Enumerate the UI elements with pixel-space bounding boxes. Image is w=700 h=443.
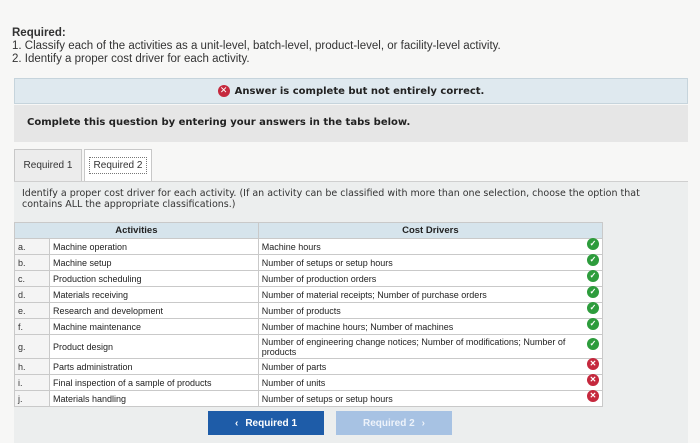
activity-cell[interactable]: Machine setup [49, 255, 258, 271]
next-button-label: Required 2 [362, 417, 415, 429]
x-circle-icon: ✕ [587, 390, 599, 402]
row-letter: f. [15, 319, 50, 335]
table-row [15, 303, 603, 319]
activity-cell[interactable]: Final inspection of a sample of products [49, 375, 258, 391]
table-row [15, 391, 603, 407]
x-circle-icon: ✕ [218, 85, 230, 97]
x-circle-icon: ✕ [587, 358, 599, 370]
instruction-text: Complete this question by entering your answers in the tabs below. [27, 117, 411, 128]
question-text: Identify a proper cost driver for each activity. (If an activity can be classified with more than one selection, choose the option that contains ALL the appropriate classifications.) [22, 188, 640, 210]
check-circle-icon: ✓ [587, 270, 599, 282]
activity-cell[interactable]: Materials receiving [49, 287, 258, 303]
tab-required-1[interactable]: Required 1 [14, 149, 82, 181]
next-button[interactable] [336, 411, 452, 435]
table-row [15, 335, 603, 359]
tab-bar [14, 149, 152, 181]
prev-button[interactable] [208, 411, 324, 435]
driver-cell[interactable]: Number of engineering change notices; Number of modifications; Number of products [258, 335, 602, 359]
x-circle-icon: ✕ [587, 374, 599, 386]
table-row [15, 255, 603, 271]
driver-cell[interactable]: Number of setups or setup hours [258, 255, 602, 271]
driver-cell[interactable]: Number of machine hours; Number of machines [258, 319, 602, 335]
cost-driver-table [14, 222, 603, 407]
banner-text: Answer is complete but not entirely correct. [234, 85, 485, 97]
chevron-right-icon: › [421, 417, 426, 429]
driver-cell[interactable]: Number of products [258, 303, 602, 319]
table-row [15, 359, 603, 375]
header-cost-drivers: Cost Drivers [258, 223, 602, 239]
driver-cell[interactable]: Number of units [258, 375, 602, 391]
table-row [15, 375, 603, 391]
table-row [15, 239, 603, 255]
check-circle-icon: ✓ [587, 286, 599, 298]
prev-button-label: Required 1 [245, 417, 298, 429]
row-letter: e. [15, 303, 50, 319]
check-circle-icon: ✓ [587, 302, 599, 314]
tab-required-2[interactable]: Required 2 [84, 149, 152, 181]
table-row [15, 319, 603, 335]
check-circle-icon: ✓ [587, 338, 599, 350]
driver-cell[interactable]: Number of parts [258, 359, 602, 375]
activity-cell[interactable]: Machine operation [49, 239, 258, 255]
activity-cell[interactable]: Research and development [49, 303, 258, 319]
row-letter: i. [15, 375, 50, 391]
driver-cell[interactable]: Number of material receipts; Number of purchase orders [258, 287, 602, 303]
row-letter: h. [15, 359, 50, 375]
activity-cell[interactable]: Machine maintenance [49, 319, 258, 335]
chevron-left-icon: ‹ [234, 417, 239, 429]
instruction-bar [14, 105, 688, 142]
row-letter: b. [15, 255, 50, 271]
required-heading: Required: [12, 27, 66, 39]
answer-status-banner [14, 78, 688, 104]
driver-cell[interactable]: Number of setups or setup hours [258, 391, 602, 407]
check-circle-icon: ✓ [587, 318, 599, 330]
activity-cell[interactable]: Materials handling [49, 391, 258, 407]
row-letter: a. [15, 239, 50, 255]
activity-cell[interactable]: Production scheduling [49, 271, 258, 287]
table-row [15, 287, 603, 303]
row-letter: j. [15, 391, 50, 407]
row-letter: c. [15, 271, 50, 287]
driver-cell[interactable]: Machine hours [258, 239, 602, 255]
required-line-1: 1. Classify each of the activities as a unit-level, batch-level, product-level, or facility-level activity. [12, 40, 501, 52]
activity-cell[interactable]: Parts administration [49, 359, 258, 375]
header-activities: Activities [15, 223, 259, 239]
activity-cell[interactable]: Product design [49, 335, 258, 359]
check-circle-icon: ✓ [587, 238, 599, 250]
row-letter: d. [15, 287, 50, 303]
table-row [15, 271, 603, 287]
required-line-2: 2. Identify a proper cost driver for each activity. [12, 53, 250, 65]
row-letter: g. [15, 335, 50, 359]
check-circle-icon: ✓ [587, 254, 599, 266]
required-instructions [12, 27, 501, 66]
driver-cell[interactable]: Number of production orders [258, 271, 602, 287]
